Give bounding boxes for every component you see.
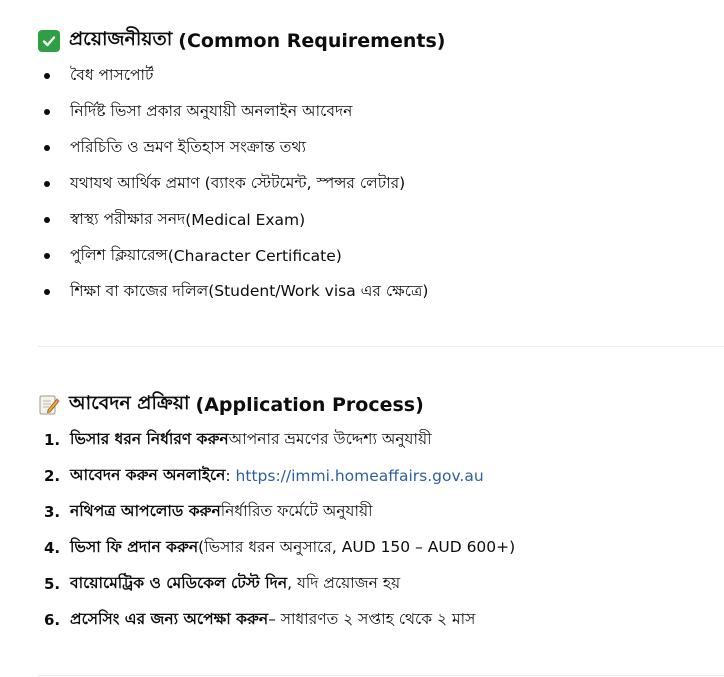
check-mark-button-icon xyxy=(38,30,60,52)
list-item-text: স্বাস্থ্য পরীক্ষার সনদ xyxy=(70,210,186,228)
step-rest-text: (ভিসার ধরন অনুসারে, AUD 150 – AUD 600+) xyxy=(198,538,516,556)
bullet-icon xyxy=(44,253,50,259)
step-rest-text: – সাধারণত ২ সপ্তাহ থেকে ২ মাস xyxy=(268,610,476,628)
bullet-icon xyxy=(44,217,50,223)
step-bold-text: আবেদন করুন অনলাইনে xyxy=(70,466,226,484)
bullet-icon xyxy=(44,73,50,79)
step-number: 2. xyxy=(44,467,61,485)
list-item-text: বৈধ পাসপোর্ট xyxy=(70,66,154,84)
step-bold-text: প্রসেসিং এর জন্য অপেক্ষা করুন xyxy=(70,610,269,628)
step-rest-text: আপনার ভ্রমণের উদ্দেশ্য অনুযায়ী xyxy=(228,430,432,448)
list-item-suffix: (Student/Work visa এর ক্ষেত্রে) xyxy=(208,282,429,300)
list-item-text: শিক্ষা বা কাজের দলিল xyxy=(70,282,209,300)
list-item-suffix: (Medical Exam) xyxy=(185,211,306,229)
requirements-list xyxy=(38,58,724,310)
memo-icon xyxy=(38,394,60,416)
process-heading xyxy=(38,391,724,419)
step-item xyxy=(38,422,724,458)
immi-link[interactable]: https://immi.homeaffairs.gov.au xyxy=(235,467,484,485)
step-bold-text: ভিসা ফি প্রদান করুন xyxy=(70,538,199,556)
requirements-heading xyxy=(38,27,724,55)
list-item-suffix: (Character Certificate) xyxy=(167,247,342,265)
step-item xyxy=(38,458,724,494)
step-number: 4. xyxy=(44,539,61,557)
step-number: 5. xyxy=(44,575,61,593)
step-item xyxy=(38,566,724,602)
list-item xyxy=(38,238,724,274)
list-item-text: পরিচিতি ও ভ্রমণ ইতিহাস সংক্রান্ত তথ্য xyxy=(70,138,306,156)
step-item xyxy=(38,602,724,638)
list-item xyxy=(38,130,724,166)
bullet-icon xyxy=(44,181,50,187)
bullet-icon xyxy=(44,289,50,295)
list-item xyxy=(38,94,724,130)
requirements-title-bn: প্রয়োজনীয়তা xyxy=(69,28,173,50)
step-number: 6. xyxy=(44,611,61,629)
process-steps xyxy=(38,422,724,638)
requirements-title-en: (Common Requirements) xyxy=(178,30,446,52)
step-bold-text: বায়োমেট্রিক ও মেডিকেল টেস্ট দিন xyxy=(70,574,288,592)
bullet-icon xyxy=(44,145,50,151)
step-bold-text: নথিপত্র আপলোড করুন xyxy=(70,502,221,520)
process-title-en: (Application Process) xyxy=(195,394,424,416)
step-bold-text: ভিসার ধরন নির্ধারণ করুন xyxy=(70,430,229,448)
bullet-icon xyxy=(44,109,50,115)
list-item xyxy=(38,58,724,94)
step-rest-text: , যদি প্রয়োজন হয় xyxy=(287,574,401,592)
list-item-text: পুলিশ ক্লিয়ারেন্স xyxy=(70,246,168,264)
step-rest-text: : xyxy=(225,467,231,485)
list-item xyxy=(38,274,724,310)
step-item xyxy=(38,530,724,566)
section-divider-bottom xyxy=(38,675,724,676)
list-item xyxy=(38,166,724,202)
step-number: 3. xyxy=(44,503,61,521)
list-item-text: নির্দিষ্ট ভিসা প্রকার অনুযায়ী অনলাইন আবেদন xyxy=(70,102,353,120)
process-title-bn: আবেদন প্রক্রিয়া xyxy=(69,392,190,414)
requirements-section xyxy=(38,27,724,310)
list-item-text: যথাযথ আর্থিক প্রমাণ (ব্যাংক স্টেটমেন্ট, স্পন্সর লেটার) xyxy=(70,174,406,192)
section-divider xyxy=(38,346,724,347)
step-rest-text: নির্ধারিত ফর্মেটে অনুযায়ী xyxy=(220,502,373,520)
step-item xyxy=(38,494,724,530)
list-item xyxy=(38,202,724,238)
step-number: 1. xyxy=(44,431,61,449)
process-section xyxy=(38,391,724,638)
